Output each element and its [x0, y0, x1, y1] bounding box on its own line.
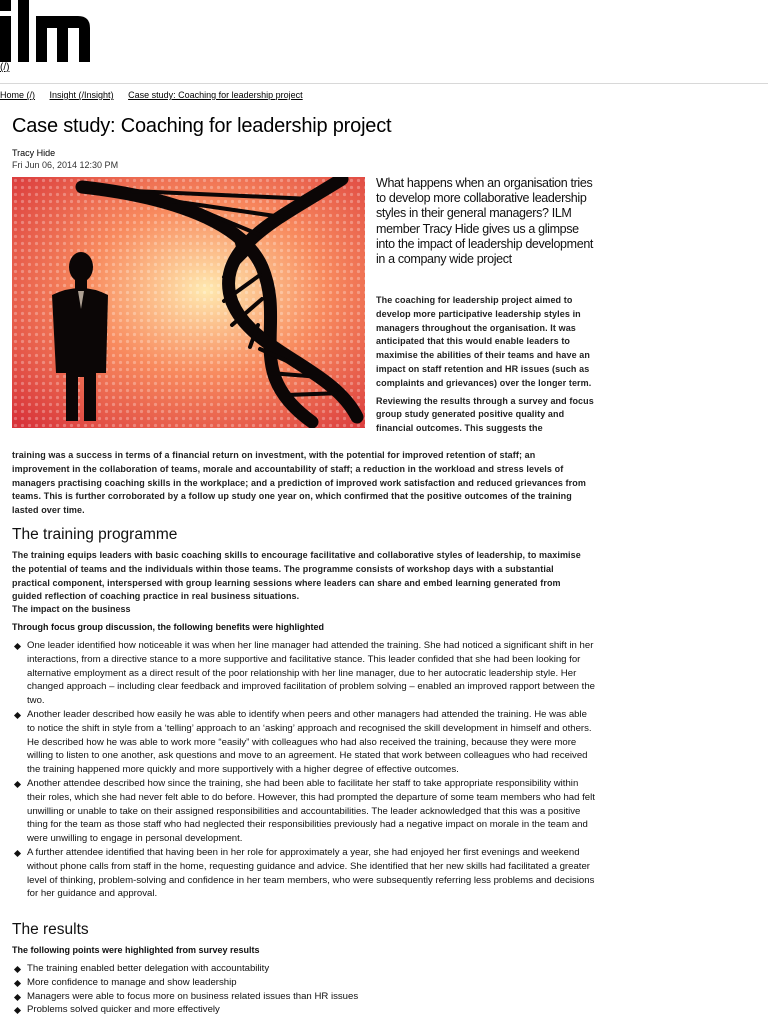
list-item	[12, 708, 596, 777]
intro-paragraph-1: The coaching for leadership project aimed to develop more participative leadership styles in managers throughout the organisation. It was anticipated that this would enable leaders to maximise the abilities of their teams and have an impact on staff retention and HR issues (such as complaints and grievances) over the longer term.	[376, 295, 592, 388]
list-item-text: Another leader described how easily he was able to identify when peers and other managers had attended the training. He was able to notice the shift in style from a ‘telling’ approach to an ‘asking’ approach and recognised the skill development in himself and others. He described how he was able to work more “easily” with colleagues who had also received the training, because they were more willing to listen to one another, ask questions and move to an agreement. He stated that work between colleagues who had received the training happened more quickly and more supportively with a higher degree of effective outcomes.	[27, 708, 592, 776]
impact-label: The impact on the business	[12, 604, 131, 614]
training-body: The training equips leaders with basic coaching skills to encourage facilitative and collaborative styles of leadership, to maximise the potential of teams and the individuals within those teams. The programme consists of workshop days with a substantial practical component, interspersed with group learning sessions where leaders can share and embed learning generated from guided reflection of coaching practice in real business situations.	[12, 550, 581, 602]
intro-column	[376, 294, 594, 440]
list-item-text: Managers were able to focus more on business related issues than HR issues	[27, 990, 359, 1002]
list-item-text: The training enabled better delegation with accountability	[27, 963, 270, 974]
results-label: The following points were highlighted from survey results	[12, 945, 260, 955]
benefits-list	[12, 639, 596, 901]
results-heading: The results	[12, 921, 89, 938]
list-item-text: A further attendee identified that having been in her role for approximately a year, she had enjoyed her first evenings and weekend without phone calls from staff in the home, requesting guidance and advice. She identified that her new skills had facilitated a greater level of thinking, problem-solving and confidence in her team members, who were subsequently referring less problems and decisions for her guidance and approval.	[27, 846, 595, 900]
benefits-label: Through focus group discussion, the following benefits were highlighted	[12, 622, 324, 632]
hero-image-dna-businessman	[12, 177, 365, 428]
breadcrumb-insight[interactable]: Insight (/Insight)	[49, 90, 114, 100]
header-divider	[0, 83, 768, 84]
list-item	[12, 777, 596, 846]
list-item-text: Problems solved quicker and more effectively	[27, 1004, 220, 1016]
results-list	[12, 962, 596, 1017]
article-standfirst: What happens when an organisation tries to develop more collaborative leadership styles in their general managers? ILM member Tracy Hide gives us a glimpse into the impact of leadership development in a company wide project	[376, 176, 594, 267]
page-title: Case study: Coaching for leadership project	[12, 115, 392, 137]
list-item	[12, 846, 596, 901]
list-item	[12, 639, 596, 708]
bullet-icon	[14, 980, 21, 987]
bullet-icon	[14, 966, 21, 973]
logo-home-link[interactable]: (/)	[0, 62, 10, 73]
list-item	[12, 1003, 596, 1017]
bullet-icon	[14, 712, 21, 719]
intro-paragraph-2: Reviewing the results through a survey and focus group study generated positive quality and financial outcomes. This suggests the	[376, 395, 594, 434]
list-item-text: Another attendee described how since the training, she had been able to facilitate her staff to take appropriate responsibility within their roles, which she had never felt able to do before. However, this had prompted the departure of some team members who had felt unwilling or unable to take on their assigned responsibilities and accountabilities. The leader acknowledged that this was a positive thing for the team as those staff who had neglected their responsibilities previously had a negative impact on morale in the team and were unwilling to engage in personal development.	[27, 777, 595, 845]
ilm-logo[interactable]	[0, 0, 92, 62]
breadcrumb	[0, 90, 315, 100]
list-item-text: More confidence to manage and show leadership	[27, 976, 237, 988]
bullet-icon	[14, 1007, 21, 1014]
breadcrumb-home[interactable]: Home (/)	[0, 90, 36, 100]
bullet-icon	[14, 850, 21, 857]
breadcrumb-current[interactable]: Case study: Coaching for leadership project	[128, 90, 303, 100]
training-heading: The training programme	[12, 526, 178, 543]
intro-paragraph-2-continued: training was a success in terms of a financial return on investment, with the potential for improved retention of staff; an improvement in the collaboration of teams, morale and accountability of staff; a reduction in the workload and stress levels of managers practising coaching skills in the workplace; and a prediction of improved work satisfaction and reduced grievances from teams. This is further corroborated by a follow up study one year on, which confirmed that the positive outcomes of the training lasted over time.	[12, 450, 586, 516]
list-item	[12, 990, 596, 1004]
bullet-icon	[14, 643, 21, 650]
article-author: Tracy Hide	[12, 148, 56, 158]
bullet-icon	[14, 994, 21, 1001]
list-item	[12, 976, 596, 990]
bullet-icon	[14, 781, 21, 788]
article-date: Fri Jun 06, 2014 12:30 PM	[12, 160, 119, 170]
list-item-text: One leader identified how noticeable it was when her line manager had attended the training. She had noticed a significant shift in her interactions, from a directive stance to a more supportive and facilitative stance. This leader confided that she had been looking for alternative employment as a direct result of the poor relationship with her line manager, due to her autocratic leadership style. Her changed approach – including clear feedback and improved facilitation of problem solving – enabled an improved rapport between the two.	[27, 640, 595, 707]
list-item	[12, 962, 596, 976]
